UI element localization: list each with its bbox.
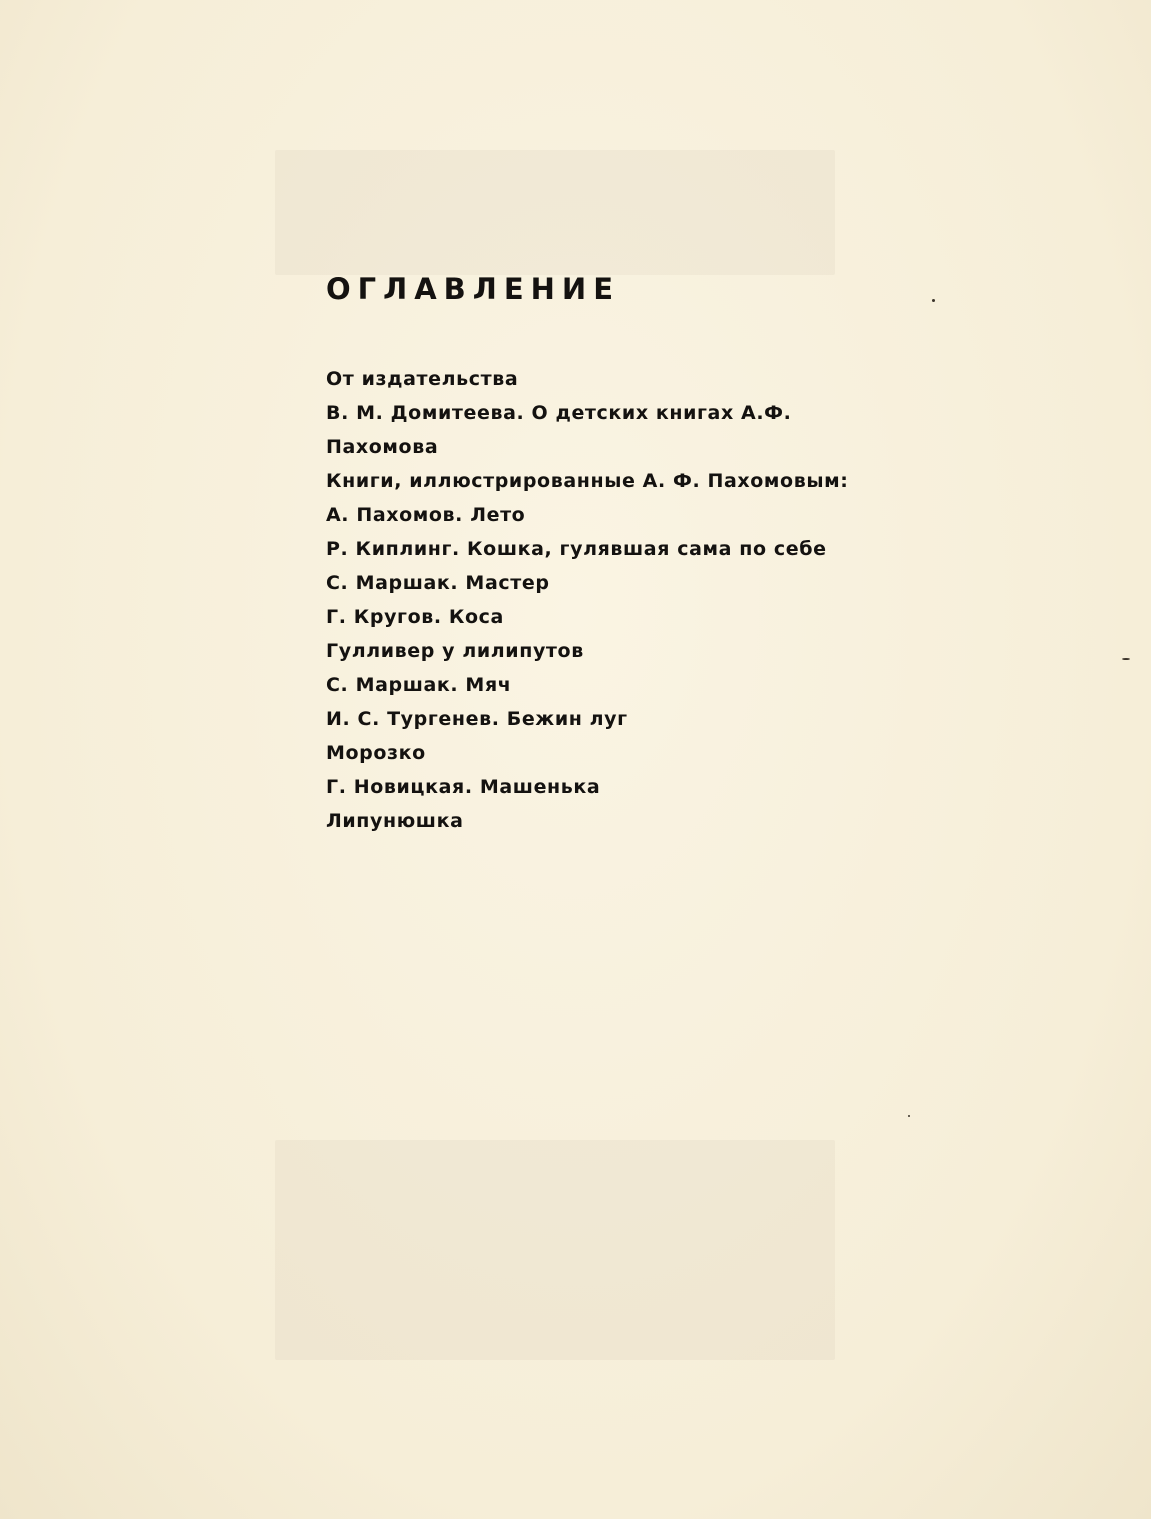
toc-entry: В. М. Домитеева. О детских книгах А.Ф. Пахомова bbox=[326, 402, 792, 458]
toc-entry: С. Маршак. Мяч bbox=[326, 674, 512, 696]
toc-entry: А. Пахомов. Лето bbox=[326, 504, 526, 526]
toc-entry: Р. Киплинг. Кошка, гулявшая сама по себе bbox=[326, 538, 827, 560]
toc-entry: От издательства bbox=[326, 368, 519, 390]
speck bbox=[932, 299, 935, 302]
toc-entry: Морозко bbox=[326, 742, 426, 764]
toc-entry: Г. Новицкая. Машенька bbox=[326, 776, 601, 798]
toc-entry: И. С. Тургенев. Бежин луг bbox=[326, 708, 628, 730]
speck bbox=[1122, 658, 1130, 660]
toc-entry: Г. Кругов. Коса bbox=[326, 606, 504, 628]
show-through-top bbox=[275, 150, 835, 275]
toc-heading: ОГЛАВЛЕНИЕ bbox=[326, 272, 621, 306]
speck bbox=[908, 1115, 910, 1117]
toc-entry: Липунюшка bbox=[326, 810, 464, 832]
show-through-bottom bbox=[275, 1140, 835, 1360]
toc-entry: Гулливер у лилипутов bbox=[326, 640, 584, 662]
toc-entry: С. Маршак. Мастер bbox=[326, 572, 550, 594]
toc-list bbox=[326, 362, 882, 838]
toc-entry: Книги, иллюстрированные А. Ф. Пахомовым: bbox=[326, 470, 849, 492]
